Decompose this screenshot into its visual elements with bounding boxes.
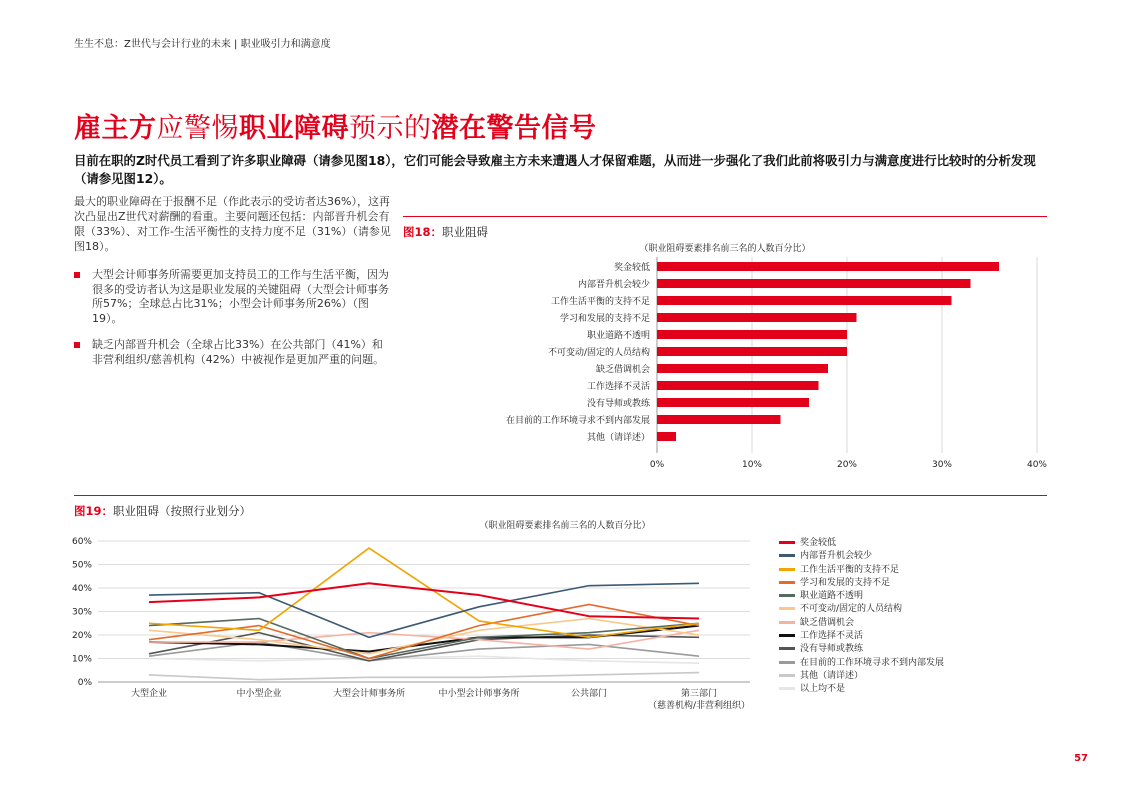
fig19-y-tick-label: 20% — [71, 631, 92, 641]
fig18-bar — [657, 432, 676, 441]
legend-label: 奖金较低 — [800, 538, 837, 548]
fig18-x-tick-label: 20% — [836, 460, 858, 470]
title-part2: 应警惕 — [156, 113, 239, 144]
fig19-y-tick-label: 40% — [71, 584, 92, 594]
fig19-x-tick-label: 公共部门 — [570, 689, 608, 699]
fig18-category-label: 没有导师或教练 — [586, 399, 650, 409]
legend-label: 没有导师或教练 — [800, 644, 864, 655]
fig18-x-tick-label: 30% — [931, 460, 953, 470]
fig18-number: 图18： — [403, 225, 443, 239]
fig19-x-tick-label: 中小型会计师事务所 — [438, 689, 520, 699]
page-header: 生生不息：Z世代与会计行业的未来 | 职业吸引力和满意度 — [74, 39, 331, 50]
legend-label: 在目前的工作环境寻求不到内部发展 — [800, 657, 945, 668]
legend-swatch — [779, 541, 795, 544]
legend-swatch — [779, 647, 795, 650]
fig19-title — [74, 503, 251, 519]
fig19-x-tick-label: 第三部门 — [680, 689, 718, 699]
fig19-series-line — [149, 656, 699, 663]
fig19-number: 图19： — [74, 504, 114, 518]
fig18-bar — [657, 262, 999, 271]
bullet-item — [74, 268, 392, 326]
fig19-y-tick-label: 50% — [71, 560, 92, 571]
fig18-category-label: 工作生活平衡的支持不足 — [550, 297, 650, 307]
fig19-y-tick-label: 0% — [77, 678, 92, 688]
fig18-category-label: 学习和发展的支持不足 — [559, 314, 650, 324]
fig18-x-tick-label: 0% — [649, 460, 665, 470]
fig18-category-label: 奖金较低 — [613, 263, 650, 273]
fig18-bar — [657, 398, 809, 407]
fig19-y-tick-label: 10% — [71, 654, 92, 665]
title-part5: 潜在警告信号 — [431, 113, 597, 144]
fig18-bar — [657, 364, 828, 373]
fig18-category-label: 职业道路不透明 — [586, 331, 650, 341]
legend-swatch — [779, 674, 795, 677]
legend-swatch — [779, 554, 795, 557]
fig19-rule — [74, 495, 1047, 496]
fig18-bar — [657, 313, 857, 322]
legend-swatch — [779, 661, 795, 664]
fig18-bar — [657, 330, 847, 339]
fig19-series-line — [149, 673, 699, 680]
fig19-y-tick-label: 30% — [71, 607, 92, 618]
fig18-category-label: 不可变动/固定的人员结构 — [547, 348, 650, 358]
fig19-x-tick-label: 大型企业 — [130, 689, 168, 699]
fig18-bar — [657, 381, 819, 390]
page-number: 57 — [1074, 753, 1088, 764]
fig19-x-tick-sublabel: （慈善机构/非营利组织） — [647, 701, 751, 711]
bullet-square-icon — [74, 342, 80, 348]
legend-swatch — [779, 568, 795, 571]
fig18-category-label: 在目前的工作环境寻求不到内部发展 — [505, 416, 650, 426]
legend-swatch — [779, 607, 795, 610]
legend-label: 职业道路不透明 — [800, 591, 864, 602]
intro-paragraph: 最大的职业障碍在于报酬不足（作此表示的受访者达36%），这再次凸显出Z世代对薪酬的看重。主要问题还包括：内部晋升机会有限（33%）、对工作-生活平衡性的支持力度不足（31%）（请参见图18）。 — [74, 195, 391, 253]
legend-label: 学习和发展的支持不足 — [800, 577, 891, 588]
fig19-subtitle: （职业阻碍要素排名前三名的人数百分比） — [479, 521, 651, 531]
fig19-series-line — [149, 583, 699, 618]
legend-label: 工作选择不灵活 — [800, 631, 864, 642]
fig18-category-label: 缺乏借调机会 — [595, 365, 650, 375]
fig18-x-tick-label: 40% — [1026, 460, 1048, 470]
fig19-x-tick-label: 中小型企业 — [236, 689, 282, 699]
title-part4: 预示的 — [349, 113, 432, 144]
fig18-bar — [657, 415, 781, 424]
bullet-list — [74, 268, 392, 379]
fig18-bar-chart — [640, 255, 1060, 470]
fig18-title-text: 职业阻碍 — [442, 225, 489, 239]
bullet-item — [74, 338, 392, 367]
lead-paragraph: 目前在职的Z时代员工看到了许多职业障碍（请参见图18），它们可能会导致雇主方未来遭遇人才保留难题，从而进一步强化了我们此前将吸引力与满意度进行比较时的分析发现（请参见图12）。 — [74, 153, 1036, 186]
legend-swatch — [779, 581, 795, 584]
legend-swatch — [779, 621, 795, 624]
fig19-line-chart — [60, 530, 760, 715]
fig19-title-text: 职业阻碍（按照行业划分） — [113, 504, 252, 518]
title-part3: 职业障碍 — [239, 113, 349, 144]
fig18-bar — [657, 347, 847, 356]
legend-label: 以上均不是 — [800, 684, 846, 695]
bullet-square-icon — [74, 272, 80, 278]
fig18-category-label: 内部晋升机会较少 — [577, 280, 650, 290]
legend-swatch — [779, 634, 795, 637]
legend-label: 不可变动/固定的人员结构 — [800, 604, 903, 615]
legend-label: 其他（请详述） — [800, 670, 864, 681]
fig18-bar — [657, 279, 971, 288]
fig18-category-label: 其他（请详述） — [586, 433, 650, 443]
fig19-x-tick-label: 大型会计师事务所 — [332, 689, 406, 699]
fig19-y-tick-label: 60% — [71, 537, 92, 547]
legend-swatch — [779, 687, 795, 690]
title-part1: 雇主方 — [74, 113, 157, 144]
bullet-text: 缺乏内部晋升机会（全球占比33%）在公共部门（41%）和非营利组织/慈善机构（42%）中被视作是更加严重的问题。 — [92, 338, 385, 366]
legend-label: 缺乏借调机会 — [800, 617, 855, 628]
fig18-x-tick-label: 10% — [741, 460, 763, 470]
legend-label: 内部晋升机会较少 — [800, 551, 873, 562]
legend-swatch — [779, 594, 795, 597]
fig18-bar — [657, 296, 952, 305]
fig18-subtitle: （职业阻碍要素排名前三名的人数百分比） — [639, 244, 811, 254]
bullet-text: 大型会计师事务所需要更加支持员工的工作与生活平衡，因为很多的受访者认为这是职业发展的关键阻碍（大型会计师事务所57%；全球总占比31%；小型会计师事务所26%）（图19）。 — [92, 268, 389, 325]
fig18-category-label: 工作选择不灵活 — [586, 382, 650, 392]
legend-label: 工作生活平衡的支持不足 — [800, 564, 900, 575]
